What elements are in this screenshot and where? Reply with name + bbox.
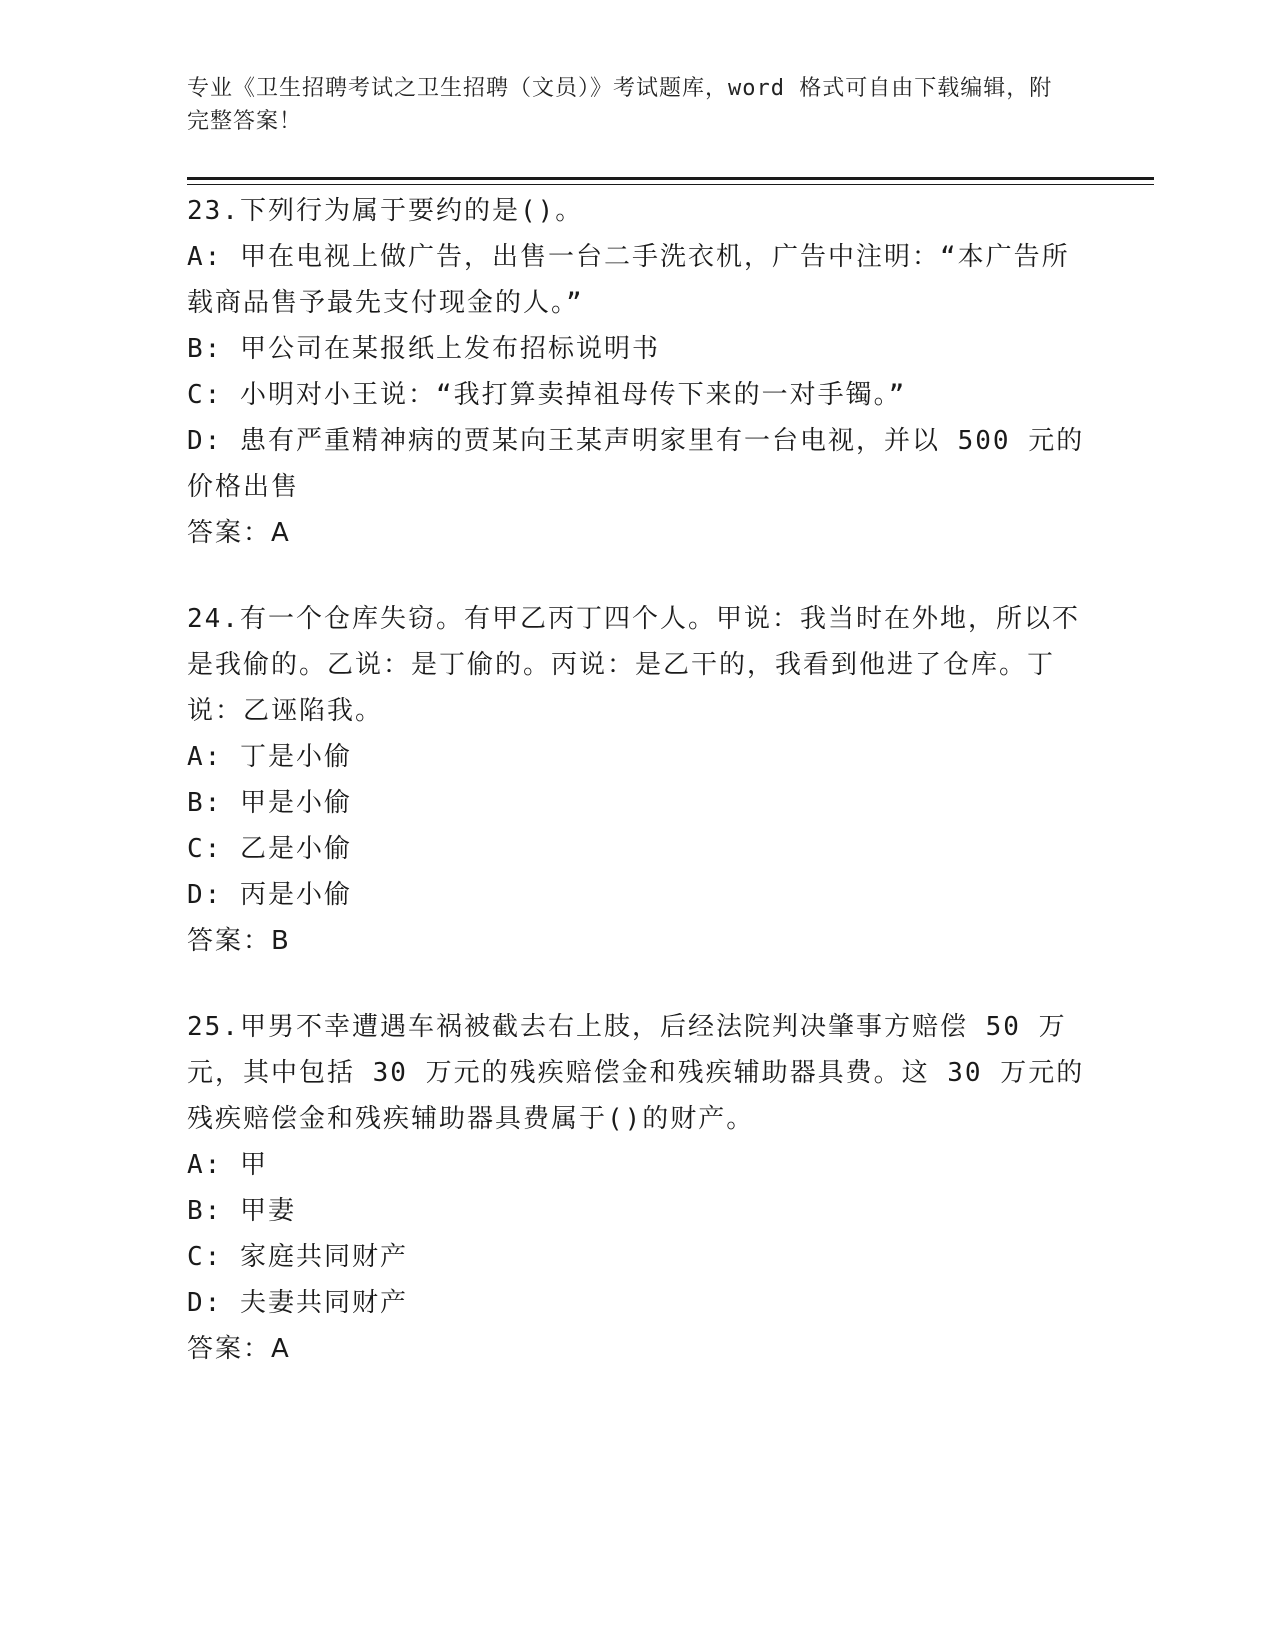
answer: 答案：B [187,926,291,956]
option-b: B: 甲是小偷 [187,788,352,818]
header-rule-thick [187,177,1154,180]
question-stem: 25.甲男不幸遭遇车祸被截去右上肢，后经法院判决肇事方赔偿 50 万元，其中包括 30 万元的残疾赔偿金和残疾辅助器具费。这 30 万元的残疾赔偿金和残疾辅助器具费属于()的财产。 [187,1012,1085,1134]
answer: 答案：A [187,518,291,548]
option-c: C: 家庭共同财产 [187,1242,408,1272]
option-a: A: 甲 [187,1150,268,1180]
question-list [187,188,1087,1412]
document-header: 专业《卫生招聘考试之卫生招聘（文员）》考试题库，word 格式可自由下载编辑，附完整答案！ [187,76,1053,134]
question-23 [187,188,1087,556]
question-stem: 23.下列行为属于要约的是()。 [187,196,584,226]
option-d: D: 患有严重精神病的贾某向王某声明家里有一台电视，并以 500 元的价格出售 [187,426,1085,502]
option-d: D: 丙是小偷 [187,880,352,910]
question-25 [187,1004,1087,1372]
option-c: C: 小明对小王说：“我打算卖掉祖母传下来的一对手镯。” [187,380,907,410]
header-rule-thin [187,184,1154,185]
option-b: B: 甲公司在某报纸上发布招标说明书 [187,334,660,364]
option-b: B: 甲妻 [187,1196,296,1226]
question-24 [187,596,1087,964]
option-a: A: 丁是小偷 [187,742,352,772]
option-a: A: 甲在电视上做广告，出售一台二手洗衣机，广告中注明：“本广告所载商品售予最先支付现金的人。” [187,242,1070,318]
answer: 答案：A [187,1334,291,1364]
question-stem: 24.有一个仓库失窃。有甲乙丙丁四个人。甲说：我当时在外地，所以不是我偷的。乙说：是丁偷的。丙说：是乙干的，我看到他进了仓库。丁说：乙诬陷我。 [187,604,1080,726]
option-d: D: 夫妻共同财产 [187,1288,408,1318]
option-c: C: 乙是小偷 [187,834,352,864]
